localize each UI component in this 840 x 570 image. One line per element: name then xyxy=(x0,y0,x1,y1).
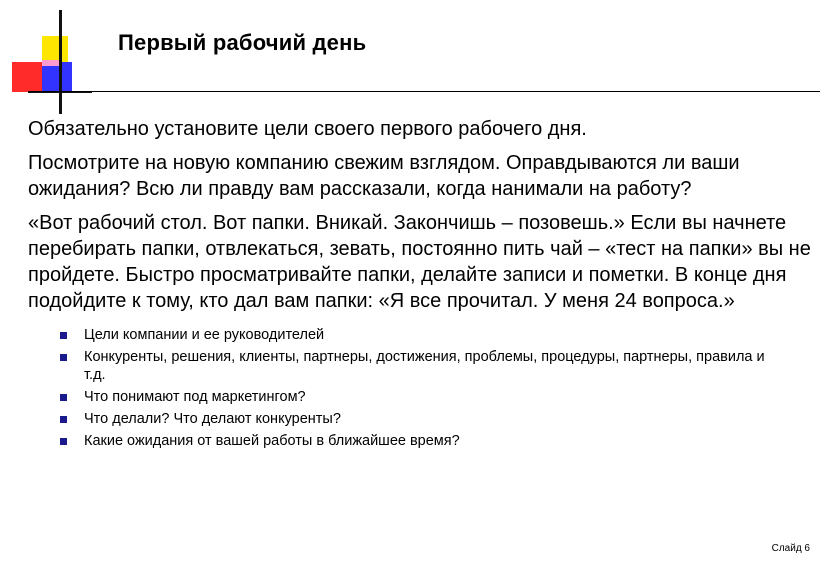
paragraph-folders: «Вот рабочий стол. Вот папки. Вникай. Закончишь – позовешь.» Если вы начнете перебирать папки, отвлекаться, зевать, постоянно пить чай – «тест на папки» вы не пройдете. Быстро просматривайте папки, делайте записи и пометки. В конце дня подойдите к тому, кто дал вам папки: «Я все прочитал. У меня 24 вопроса.» xyxy=(28,212,811,312)
logo-pink-strip xyxy=(42,60,60,66)
logo-vertical-line xyxy=(59,10,62,114)
bullet-list xyxy=(60,326,780,450)
list-item-text: Конкуренты, решения, клиенты, партнеры, достижения, проблемы, процедуры, партнеры, правила и т.д. xyxy=(84,349,765,383)
square-bullet-icon xyxy=(60,354,67,361)
list-item xyxy=(60,326,780,344)
square-bullet-icon xyxy=(60,332,67,339)
logo-blue-square xyxy=(42,62,72,92)
list-item-text: Что понимают под маркетингом? xyxy=(84,389,306,405)
list-item xyxy=(60,388,780,406)
square-bullet-icon xyxy=(60,394,67,401)
list-item-text: Что делали? Что делают конкуренты? xyxy=(84,411,341,427)
slide-body xyxy=(28,116,828,454)
list-item xyxy=(60,348,780,384)
title-divider xyxy=(28,91,820,92)
paragraph-goals: Обязательно установите цели своего первого рабочего дня. xyxy=(28,118,587,140)
list-item-text: Цели компании и ее руководителей xyxy=(84,327,325,343)
color-squares-logo-icon xyxy=(0,0,90,112)
square-bullet-icon xyxy=(60,438,67,445)
paragraph-fresh-look: Посмотрите на новую компанию свежим взглядом. Оправдываются ли ваши ожидания? Всю ли правду вам рассказали, когда нанимали на работу? xyxy=(28,152,740,200)
square-bullet-icon xyxy=(60,416,67,423)
logo-yellow-square xyxy=(42,36,68,62)
slide-title: Первый рабочий день xyxy=(118,30,367,55)
logo-red-square xyxy=(12,62,42,92)
list-item xyxy=(60,410,780,428)
slide-number: Слайд 6 xyxy=(771,543,810,554)
list-item xyxy=(60,432,780,450)
list-item-text: Какие ожидания от вашей работы в ближайшее время? xyxy=(84,433,460,449)
